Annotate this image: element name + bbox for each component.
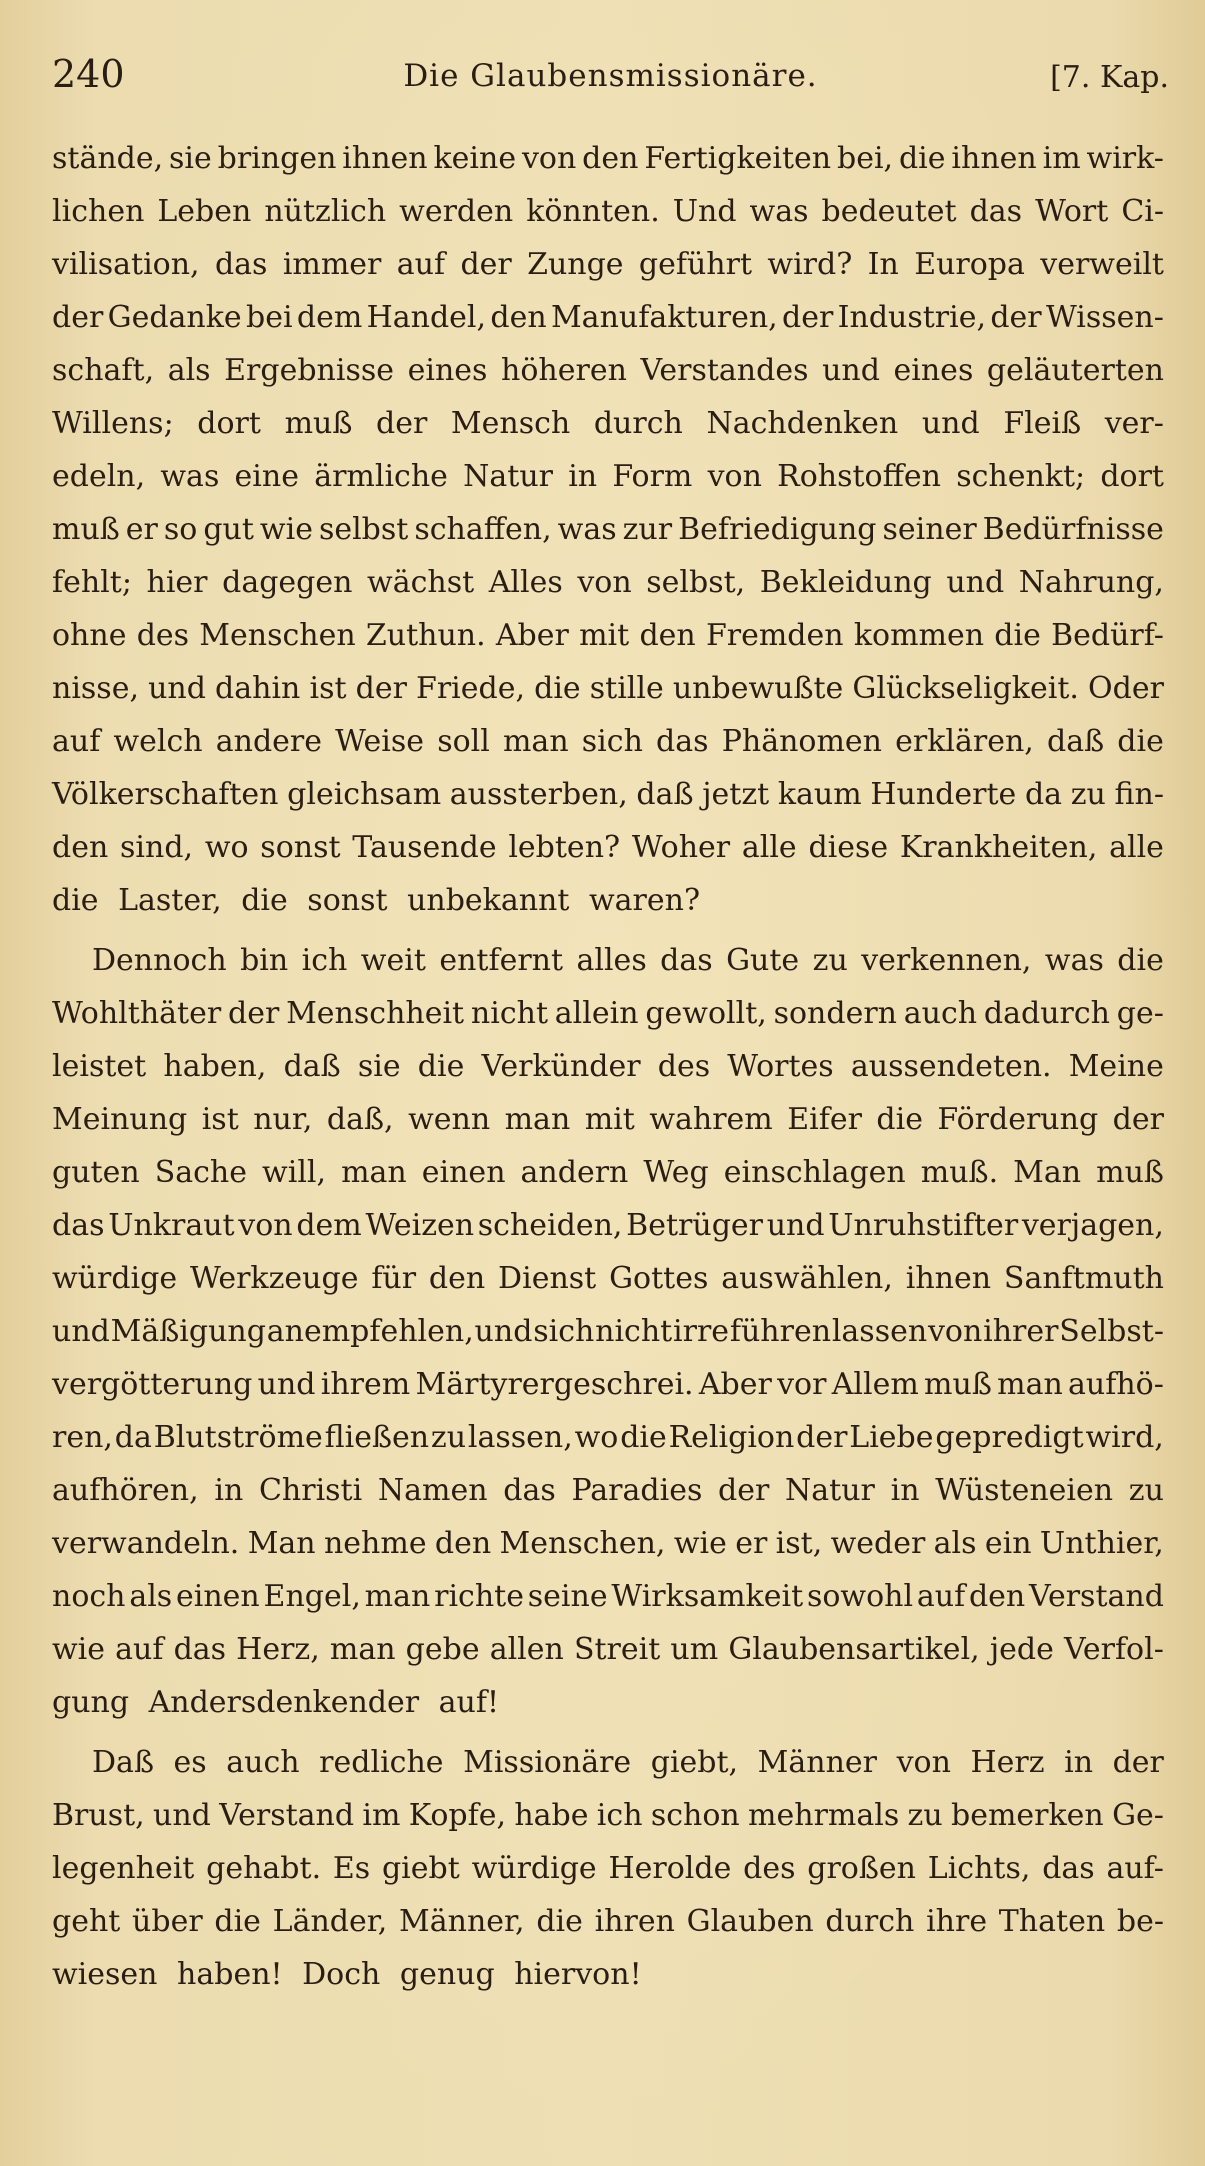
text-line: Völkerschaften gleichsam aussterben, daß jetzt kaum Hunderte da zu fin- bbox=[52, 777, 1164, 812]
text-line: würdige Werkzeuge für den Dienst Gottes auswählen, ihnen Sanftmuth bbox=[52, 1261, 1164, 1296]
text-line: stände, sie bringen ihnen keine von den Fertigkeiten bei, die ihnen im wirk- bbox=[52, 141, 1164, 176]
text-line: verwandeln. Man nehme den Menschen, wie er ist, weder als ein Unthier, bbox=[52, 1526, 1164, 1561]
paragraph bbox=[52, 1736, 1164, 2001]
text-line: Wohlthäter der Menschheit nicht allein gewollt, sondern auch dadurch ge- bbox=[52, 996, 1164, 1031]
text-line: vergötterung und ihrem Märtyrergeschrei. Aber vor Allem muß man aufhö- bbox=[52, 1367, 1164, 1402]
text-line: edeln, was eine ärmliche Natur in Form von Rohstoffen schenkt; dort bbox=[52, 459, 1164, 494]
text-line: Daß es auch redliche Missionäre giebt, Männer von Herz in der bbox=[92, 1745, 1164, 1780]
text-line: wie auf das Herz, man gebe allen Streit um Glaubensartikel, jede Verfol- bbox=[52, 1632, 1164, 1667]
text-line: fehlt; hier dagegen wächst Alles von selbst, Bekleidung und Nahrung, bbox=[52, 565, 1164, 600]
text-line: aufhören, in Christi Namen das Paradies der Natur in Wüsteneien zu bbox=[52, 1473, 1164, 1508]
text-line: den sind, wo sonst Tausende lebten? Woher alle diese Krankheiten, alle bbox=[52, 830, 1164, 865]
text-line: Willens; dort muß der Mensch durch Nachdenken und Fleiß ver- bbox=[52, 406, 1164, 441]
text-line: ohne des Menschen Zuthun. Aber mit den Fremden kommen die Bedürf- bbox=[52, 618, 1164, 653]
text-line: der Gedanke bei dem Handel, den Manufakturen, der Industrie, der Wissen- bbox=[52, 300, 1164, 335]
paragraph bbox=[52, 934, 1164, 1729]
text-line: die Laster, die sonst unbekannt waren? bbox=[52, 883, 701, 918]
text-line: schaft, als Ergebnisse eines höheren Verstandes und eines geläuterten bbox=[52, 353, 1164, 388]
text-line: ren, da Blutströme fließen zu lassen, wo die Religion der Liebe gepredigt wird, bbox=[52, 1420, 1164, 1455]
chapter-reference: [7. Kap. bbox=[1050, 60, 1169, 95]
text-line: geht über die Länder, Männer, die ihren Glauben durch ihre Thaten be- bbox=[52, 1904, 1164, 1939]
text-line: das Unkraut von dem Weizen scheiden, Betrüger und Unruhstifter verjagen, bbox=[52, 1208, 1164, 1243]
text-line: und Mäßigung anempfehlen, und sich nicht irre führen lassen von ihrer Selbst- bbox=[52, 1314, 1164, 1349]
running-title: Die Glaubensmissionäre. bbox=[403, 58, 818, 94]
body-text bbox=[52, 132, 1164, 2008]
text-line: gung Andersdenkender auf! bbox=[52, 1685, 500, 1720]
page-number: 240 bbox=[52, 52, 125, 96]
text-line: vilisation, das immer auf der Zunge geführt wird? In Europa verweilt bbox=[52, 247, 1164, 282]
text-line: Meinung ist nur, daß, wenn man mit wahrem Eifer die Förderung der bbox=[52, 1102, 1164, 1137]
page-header bbox=[52, 52, 1169, 112]
text-line: wiesen haben! Doch genug hiervon! bbox=[52, 1957, 642, 1992]
text-line: nisse, und dahin ist der Friede, die stille unbewußte Glückseligkeit. Oder bbox=[52, 671, 1164, 706]
text-line: legenheit gehabt. Es giebt würdige Herolde des großen Lichts, das auf- bbox=[52, 1851, 1164, 1886]
text-line: muß er so gut wie selbst schaffen, was zur Befriedigung seiner Bedürfnisse bbox=[52, 512, 1164, 547]
text-line: auf welch andere Weise soll man sich das Phänomen erklären, daß die bbox=[52, 724, 1164, 759]
text-line: Dennoch bin ich weit entfernt alles das Gute zu verkennen, was die bbox=[92, 943, 1164, 978]
text-line: guten Sache will, man einen andern Weg einschlagen muß. Man muß bbox=[52, 1155, 1164, 1190]
text-line: noch als einen Engel, man richte seine Wirksamkeit sowohl auf den Verstand bbox=[52, 1579, 1164, 1614]
text-line: leistet haben, daß sie die Verkünder des Wortes aussendeten. Meine bbox=[52, 1049, 1164, 1084]
text-line: Brust, und Verstand im Kopfe, habe ich schon mehrmals zu bemerken Ge- bbox=[52, 1798, 1164, 1833]
paragraph bbox=[52, 132, 1164, 927]
text-line: lichen Leben nützlich werden könnten. Und was bedeutet das Wort Ci- bbox=[52, 194, 1164, 229]
